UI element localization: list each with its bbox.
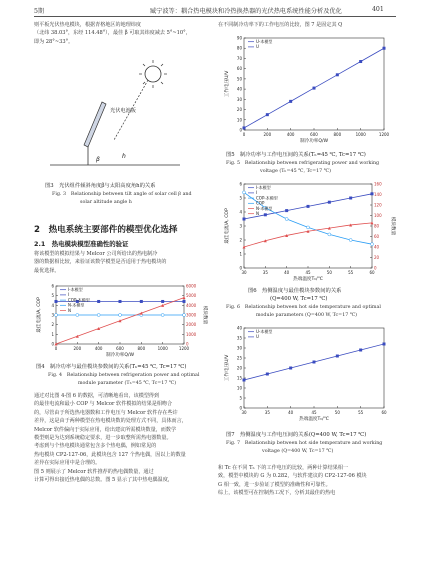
- y-right-tick-label: 5000: [186, 293, 197, 299]
- y-axis-label: 最佳电流/A, COP: [37, 297, 42, 333]
- right-intro: [218, 21, 396, 29]
- y-tick-label: 20: [236, 107, 242, 113]
- header-issue: 5期: [34, 8, 45, 15]
- y-tick-label: 20: [236, 365, 242, 371]
- data-point: [336, 73, 339, 76]
- legend-entry: U: [256, 44, 259, 50]
- y-right-tick-label: 60: [374, 234, 380, 239]
- data-point: [359, 60, 362, 63]
- fig3-diagram: [40, 50, 210, 180]
- data-point: [349, 239, 352, 242]
- y-tick-label: 1: [239, 251, 242, 257]
- x-tick-label: 35: [264, 410, 270, 415]
- y-tick-label: 0: [239, 127, 242, 133]
- y-axis-label: 最佳电流/A, COP: [225, 208, 230, 244]
- y-right-tick-label: 40: [374, 244, 380, 250]
- legend-entry: U-本模型: [256, 39, 273, 44]
- legend-entry: I: [256, 190, 258, 196]
- x-tick-label: 55: [348, 270, 354, 275]
- y-tick-label: 10: [236, 117, 242, 123]
- x-tick-label: 1000: [355, 132, 366, 137]
- text-line: 在不同制冷功率下的工作电压的比较，图 7 是固定其 Q: [218, 22, 343, 28]
- x-tick-label: 50: [334, 410, 340, 415]
- data-point: [55, 300, 58, 303]
- data-point: [371, 243, 374, 246]
- data-point: [285, 218, 288, 221]
- data-point: [161, 300, 164, 303]
- legend-entry: N: [68, 307, 71, 313]
- y-tick-label: 5: [239, 395, 242, 401]
- text-line: 则平板光伏热电模块，根据青格地区的地理纬度: [34, 22, 141, 28]
- header-page-number: 401: [372, 6, 384, 13]
- x-tick-label: 45: [311, 410, 317, 415]
- x-tick-label: 30: [241, 410, 247, 415]
- data-point: [307, 205, 310, 208]
- solar-panel-shape: [84, 102, 106, 147]
- data-point: [140, 300, 143, 303]
- text-line: 综上，该模型可在控制热工况下，分析其最佳的热电: [218, 490, 336, 497]
- data-point: [243, 191, 246, 194]
- y-right-axis-label: 模块数量: [202, 305, 207, 325]
- data-point: [289, 100, 292, 103]
- x-tick-label: 1000: [157, 346, 168, 351]
- x-tick-label: 45: [305, 270, 311, 275]
- y-right-tick-label: 2000: [186, 322, 197, 328]
- fig3-caption-en-1: Fig. 3 Relationship between tilt angle of solar cell β and: [52, 192, 192, 197]
- fig6-caption-cn-2: (Q=400 W, Tc=17 ℃): [270, 296, 328, 302]
- y-right-tick-label: 20: [374, 255, 380, 260]
- data-point: [97, 300, 100, 303]
- data-point: [243, 379, 246, 382]
- text-line: 计算可得出接近热电偶的总数。图 5 显示了其中热电偶温度，: [34, 477, 173, 484]
- sun-icon: [139, 60, 167, 88]
- x-tick-label: 800: [333, 132, 342, 137]
- data-point: [289, 367, 292, 370]
- y-right-tick-label: 4000: [186, 302, 197, 308]
- y-right-tick-label: 120: [374, 202, 382, 208]
- data-point: [336, 355, 339, 358]
- text-line: 差异在实际应用中是合理的。: [34, 460, 101, 467]
- left-para-1: [34, 250, 210, 275]
- x-tick-label: 40: [284, 270, 290, 275]
- y-tick-label: 5: [239, 195, 242, 201]
- x-tick-label: 200: [263, 132, 272, 137]
- fig4-caption-cn: 图4 制冷功率与最佳模块参数间的关系(Tₕ=45 ℃, Tc=17 ℃): [36, 364, 187, 370]
- y-tick-label: 35: [236, 335, 242, 341]
- x-axis-label: 热端温度Tₕ/℃: [293, 277, 323, 282]
- data-point: [119, 300, 122, 303]
- y-tick-label: 70: [236, 55, 242, 61]
- x-tick-label: 600: [310, 132, 318, 137]
- data-point: [307, 226, 310, 229]
- x-tick-label: 400: [94, 346, 103, 351]
- y-tick-label: 2: [239, 237, 242, 243]
- panel-label: 光伏电池板: [110, 108, 136, 114]
- data-point: [161, 314, 164, 317]
- legend-entry: U-本模型: [256, 329, 273, 334]
- text-line: （北纬 38.03°，东经 114.48°），最佳 β 可取其纬度减去 5°~10°，: [34, 30, 191, 37]
- fig6-caption-en-1: Fig. 6 Relationship between hot side temperature and optimal: [226, 305, 381, 310]
- fig4-caption-en-2: module parameter (Tₕ=45 ℃, Tc=17 ℃): [78, 381, 177, 386]
- y-tick-label: 50: [236, 76, 242, 82]
- fig5-caption-cn: 图5 制冷功率与工作电压间的关系(Tₕ=45 ℃, Tc=17 ℃): [226, 152, 366, 158]
- y-tick-label: 10: [236, 385, 242, 391]
- y-tick-label: 25: [236, 355, 242, 361]
- data-point: [243, 218, 246, 221]
- y-tick-label: 30: [236, 96, 242, 102]
- y-tick-label: 15: [236, 375, 242, 381]
- legend-entry: I: [68, 292, 70, 298]
- fig6-chart: [222, 178, 402, 286]
- right-para: [218, 464, 396, 498]
- x-axis-label: 制冷功率Q/W: [105, 353, 135, 358]
- x-tick-label: 400: [286, 132, 295, 137]
- text-line: 最优选择。: [34, 267, 60, 274]
- fig3-caption-cn: 图3 光伏组件倾斜角度β与太阳高度角h的关系: [45, 183, 156, 189]
- text-line: 的最佳电流和最小 COP 与 Melcor 软件模拟的结果是相吻合: [34, 401, 173, 408]
- legend-entry: COP-本模型: [256, 195, 278, 201]
- y-tick-label: 40: [236, 86, 242, 92]
- data-point: [183, 314, 186, 317]
- y-right-tick-label: 160: [374, 181, 382, 187]
- y-right-tick-label: 80: [374, 223, 380, 229]
- x-tick-label: 50: [326, 270, 332, 275]
- y-tick-label: 80: [236, 45, 242, 51]
- data-point: [359, 349, 362, 352]
- x-axis-label: 制冷功率Q/W: [299, 139, 329, 144]
- x-tick-label: 35: [262, 270, 268, 275]
- y-tick-label: 0: [51, 341, 54, 347]
- text-line: 和 Tc 在不同 Tₕ 下的工作电压的比较，两种计算结果相一: [218, 465, 348, 471]
- text-line: 的，尽管由于所选热电器数和工作电压与 Melcor 软件存在些许: [34, 409, 178, 416]
- y-right-tick-label: 6000: [186, 283, 197, 289]
- y-tick-label: 0: [239, 405, 242, 411]
- data-point: [183, 300, 186, 303]
- x-tick-label: 200: [73, 346, 82, 351]
- x-tick-label: 1200: [378, 132, 390, 137]
- fig7-caption-en-1: Fig. 7 Relationship between hot side temperature and working: [226, 441, 383, 446]
- tilt-angle-label: β: [96, 156, 100, 163]
- data-point: [97, 314, 100, 317]
- fig7-chart: [222, 322, 397, 427]
- y-tick-label: 3: [51, 312, 54, 318]
- text-line: 模型则是为达到系统稳定要求，进一步取整所需热电器数量。: [34, 435, 172, 442]
- legend-entry: I-本模型: [256, 185, 271, 190]
- data-point: [349, 197, 352, 200]
- data-point: [119, 314, 122, 317]
- x-tick-label: 0: [242, 132, 246, 137]
- x-tick-label: 30: [241, 270, 247, 275]
- x-tick-label: 0: [54, 346, 58, 351]
- y-right-tick-label: 0: [186, 341, 189, 347]
- x-axis-label: 热端温度Tₕ/℃: [299, 417, 329, 422]
- y-axis-label: 工作电压U/V: [225, 354, 230, 382]
- data-point: [313, 361, 316, 364]
- text-line: 通过对比图 4-图 6 的数据，可清晰地看出，该模型得到: [34, 393, 160, 399]
- text-line: 器的数据相比较，来验证该数学模型是否适用于热电模块的: [34, 259, 167, 266]
- y-tick-label: 40: [236, 325, 242, 331]
- data-point: [285, 209, 288, 212]
- fig3-caption-en-2: solar altitude angle h: [80, 200, 132, 205]
- text-line: 热电模块 CP2-127-06，此模块包含 127 个热电偶，因以上的数量: [34, 451, 186, 458]
- header-rule: [34, 16, 396, 17]
- y-right-tick-label: 100: [374, 213, 382, 218]
- legend-entry: I-本模型: [68, 287, 83, 292]
- data-point: [383, 47, 386, 50]
- text-line: 考虑到与个热电模块通常包含多个热电偶，例如常见的: [34, 443, 157, 450]
- fig7-caption-en-2: voltage (Q=400 W, Tc=17 ℃): [262, 449, 334, 454]
- plot-frame: [244, 328, 384, 408]
- data-point: [76, 314, 79, 317]
- data-point: [55, 314, 58, 317]
- fig5-chart: [222, 32, 397, 150]
- text-line: Melcor 软件偏向于实际应用，给出建议所需模块数量，而数学: [34, 426, 177, 433]
- section-heading-2-1: 2.1 热电模块模型准确性的验证: [34, 240, 129, 248]
- legend-entry: N: [256, 211, 259, 216]
- y-axis-label: 工作电压U/V: [225, 70, 230, 98]
- data-point: [328, 233, 331, 236]
- data-point: [328, 201, 331, 204]
- left-para-2: [34, 392, 212, 484]
- legend-entry: COP: [256, 200, 265, 206]
- y-tick-label: 30: [236, 345, 242, 351]
- y-tick-label: 0: [239, 265, 242, 271]
- y-tick-label: 6: [51, 283, 54, 289]
- x-tick-label: 40: [288, 410, 294, 415]
- text-line: 致，模型中模块的 G 为 0.282，与软件建议的 CP2-127-06 模块: [218, 473, 367, 480]
- data-point: [264, 213, 267, 216]
- y-right-tick-label: 3000: [186, 312, 197, 318]
- x-tick-label: 60: [369, 270, 375, 275]
- fig6-caption-cn: 图6 热侧温度与最佳模块参数间的关系: [248, 288, 342, 294]
- data-point: [383, 343, 386, 346]
- y-tick-label: 1: [51, 331, 54, 337]
- data-point: [266, 373, 269, 376]
- fig5-caption-en-2: voltage (Tₕ=45 ℃, Tc=17 ℃): [260, 169, 331, 174]
- y-right-tick-label: 1000: [186, 331, 197, 337]
- text-line: G 相一致，进一步验证了模型的准确性和可靠性。: [218, 481, 331, 488]
- legend-entry: COP-本模型: [68, 297, 90, 303]
- y-tick-label: 60: [236, 66, 242, 72]
- y-right-tick-label: 140: [374, 192, 382, 197]
- y-right-tick-label: 0: [374, 265, 377, 271]
- y-tick-label: 3: [239, 223, 242, 229]
- legend-entry: N-本模型: [256, 205, 273, 211]
- y-tick-label: 5: [51, 293, 54, 299]
- x-tick-label: 60: [381, 410, 387, 415]
- y-tick-label: 6: [239, 181, 242, 187]
- text-line: 即为 28°~33°。: [34, 38, 74, 45]
- text-line: 差异，这是由于两种模型在热电模块数的处理方式不同，具体而言，: [34, 418, 187, 425]
- x-tick-label: 55: [358, 410, 364, 415]
- fig4-chart: [34, 280, 214, 360]
- y-tick-label: 4: [51, 302, 54, 308]
- text-line: 将该模型的模拟结果与 Melcor 公司所给出的热电制冷: [34, 251, 158, 257]
- legend-entry: N-本模型: [68, 302, 85, 308]
- fig7-caption-cn: 图7 热侧温度与工作电压间的关系(Q=400 W, Tc=17 ℃): [226, 432, 367, 438]
- y-tick-label: 4: [239, 209, 242, 215]
- data-point: [313, 87, 316, 90]
- y-tick-label: 90: [236, 35, 242, 41]
- section-heading-2: 2 热电系统主要部件的模型优化选择: [34, 225, 178, 235]
- legend-entry: U: [256, 334, 259, 340]
- data-point: [371, 192, 374, 195]
- fig5-caption-en-1: Fig. 5 Relationship between refrigerating power and working: [226, 161, 380, 166]
- fig6-caption-en-2: module parameters (Q=400 W, Tc=17 ℃): [256, 313, 358, 318]
- y-tick-label: 2: [51, 322, 54, 328]
- sun-angle-label: h: [122, 153, 126, 160]
- y-right-axis-label: 模块数量: [390, 216, 395, 236]
- data-point: [243, 126, 246, 129]
- x-tick-label: 800: [137, 346, 146, 351]
- fig4-caption-en-1: Fig. 4 Relationship between refrigeration power and optimal: [48, 373, 200, 378]
- data-point: [266, 113, 269, 116]
- left-intro: [34, 21, 210, 46]
- text-line: 图 5 则展示了 Melcor 软件推荐的热电偶数量，通过: [34, 468, 154, 475]
- header-title: 臧宁波等：耦合热电模块和冷热换热器的光伏热电系统性能分析及优化: [150, 8, 342, 15]
- x-tick-label: 1200: [178, 346, 190, 351]
- x-tick-label: 600: [116, 346, 124, 351]
